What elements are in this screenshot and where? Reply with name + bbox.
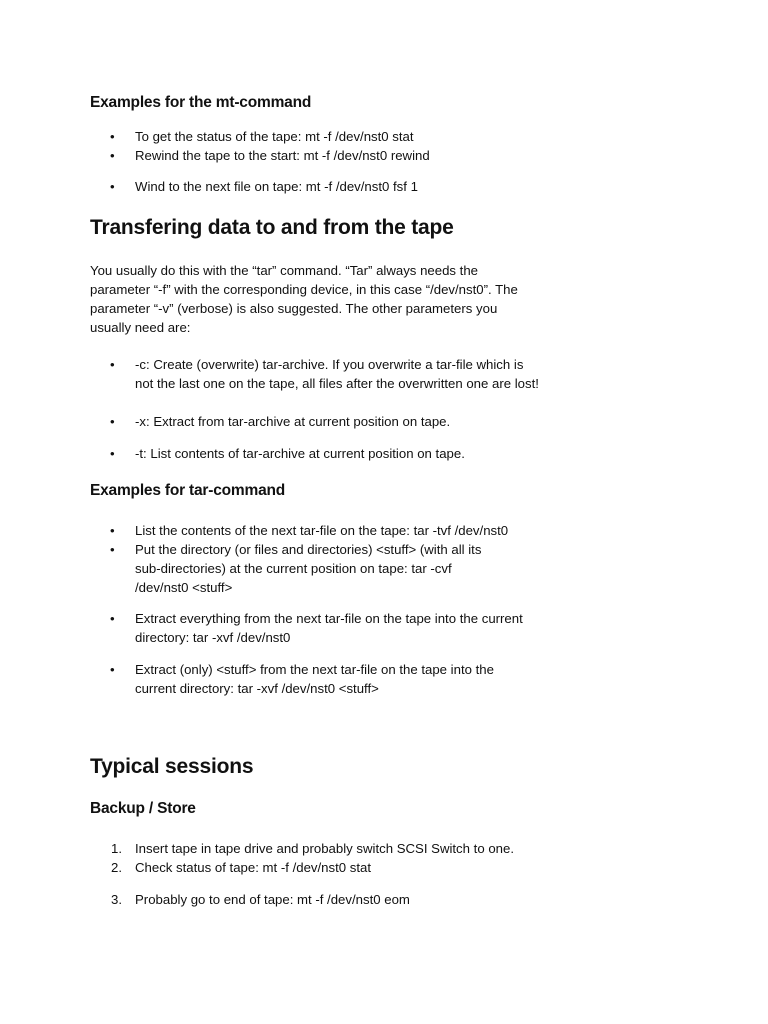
list-item — [90, 355, 560, 393]
bullet: • — [110, 414, 115, 429]
list-item — [90, 146, 560, 165]
bullet: • — [110, 129, 115, 144]
list-item-text: -x: Extract from tar-archive at current position on tape. — [135, 414, 451, 429]
list-item — [90, 444, 560, 463]
transfer-intro: You usually do this with the “tar” command. “Tar” always needs the parameter “-f” with the corresponding device, in this case “/dev/nst0”. The parameter “-v” (verbose) is also suggested. The other parameters you usually need are: — [90, 263, 518, 335]
mt-examples-heading: Examples for the mt-command — [90, 94, 312, 111]
list-item — [90, 660, 560, 698]
list-item-text: Extract everything from the next tar-file on the tape into the current directory: tar -xvf /dev/nst0 — [135, 611, 523, 645]
list-item-text: Wind to the next file on tape: mt -f /dev/nst0 fsf 1 — [135, 179, 418, 194]
bullet: • — [110, 148, 115, 163]
list-item-text: Check status of tape: mt -f /dev/nst0 stat — [135, 860, 372, 875]
step-number: 3. — [111, 892, 122, 907]
list-item-text: Extract (only) <stuff> from the next tar-file on the tape into the current directory: tar -xvf /dev/nst0 <stuff> — [135, 662, 494, 696]
list-item-text: -c: Create (overwrite) tar-archive. If you overwrite a tar-file which is not the last one on the tape, all files after the overwritten one are lost! — [135, 357, 539, 391]
list-item-text: Probably go to end of tape: mt -f /dev/nst0 eom — [135, 892, 410, 907]
list-item — [90, 890, 560, 909]
list-item — [90, 858, 560, 877]
bullet: • — [110, 662, 115, 677]
tar-examples-heading: Examples for tar-command — [90, 482, 286, 499]
step-number: 2. — [111, 860, 122, 875]
list-item — [90, 177, 560, 196]
transfer-heading: Transfering data to and from the tape — [90, 216, 454, 239]
bullet: • — [110, 542, 115, 557]
list-item-text: Rewind the tape to the start: mt -f /dev/nst0 rewind — [135, 148, 430, 163]
bullet: • — [110, 611, 115, 626]
list-item-text: -t: List contents of tar-archive at current position on tape. — [135, 446, 465, 461]
list-item — [90, 839, 560, 858]
list-item-text: To get the status of the tape: mt -f /dev/nst0 stat — [135, 129, 414, 144]
bullet: • — [110, 179, 115, 194]
list-item — [90, 412, 560, 431]
bullet: • — [110, 523, 115, 538]
list-item — [90, 540, 560, 597]
list-item-text: Insert tape in tape drive and probably switch SCSI Switch to one. — [135, 841, 514, 856]
bullet: • — [110, 357, 115, 372]
list-item-text: Put the directory (or files and directories) <stuff> (with all its sub-directories) at the current position on tape: tar -cvf /dev/nst0 <stuff> — [135, 542, 482, 595]
sessions-heading: Typical sessions — [90, 755, 254, 778]
bullet: • — [110, 446, 115, 461]
list-item — [90, 521, 560, 540]
list-item — [90, 127, 560, 146]
step-number: 1. — [111, 841, 122, 856]
backup-heading: Backup / Store — [90, 800, 196, 817]
list-item-text: List the contents of the next tar-file on the tape: tar -tvf /dev/nst0 — [135, 523, 509, 538]
list-item — [90, 609, 560, 647]
